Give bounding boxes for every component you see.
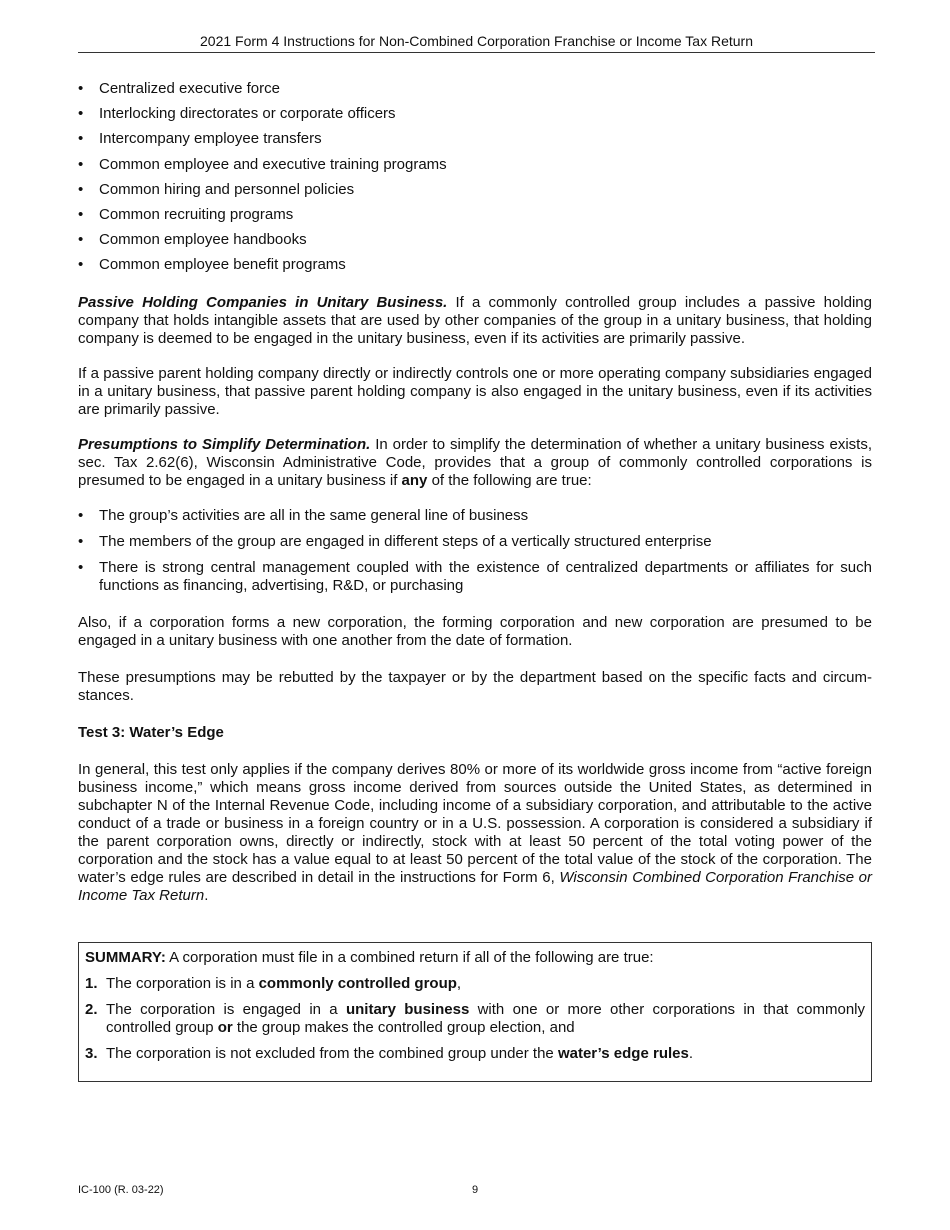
new-corporation-paragraph: Also, if a corporation forms a new corporation, the forming corporation and new corporation are presumed to be engaged in a unitary business with one another from the date of formation. [78, 614, 872, 650]
passive-holding-paragraph: Passive Holding Companies in Unitary Business. If a commonly controlled group includes a passive holding company that holds intangible assets that are used by other companies of the group in a unitary business, that holding company is deemed to be engaged in the unitary business, even if its activities are primarily passive. [78, 294, 872, 348]
page-content [78, 80, 872, 905]
summary-item-3: 3. The corporation is not excluded from the combined group under the water’s edge rules. [85, 1045, 694, 1062]
list-item: • Common employee handbooks [78, 231, 872, 249]
page-number: 9 [471, 1184, 479, 1196]
passive-parent-paragraph: If a passive parent holding company directly or indirectly controls one or more operating company subsidiaries engaged in a unitary business, that passive parent holding company is also engaged in the unitary business, even if its activities are primarily passive. [78, 365, 872, 419]
summary-box [78, 942, 872, 1082]
test3-heading: Test 3: Water’s Edge [78, 724, 224, 742]
list-item: • Common recruiting programs [78, 206, 872, 224]
page-header: 2021 Form 4 Instructions for Non-Combined Corporation Franchise or Income Tax Return [78, 33, 875, 53]
rebuttal-paragraph: These presumptions may be rebutted by the taxpayer or by the department based on the specific facts and circumstances. [78, 669, 872, 705]
presumptions-title: Presumptions to Simplify Determination. [78, 436, 371, 454]
passive-holding-title: Passive Holding Companies in Unitary Business. [78, 294, 448, 312]
list-item: • Common employee and executive training programs [78, 156, 872, 174]
summary-intro: SUMMARY: A corporation must file in a combined return if all of the following are true: [85, 949, 654, 966]
summary-item-1: 1. The corporation is in a commonly controlled group, [85, 975, 462, 992]
test3-paragraph: In general, this test only applies if the company derives 80% or more of its worldwide gross income from “active foreign business income,” which means gross income derived from sources outside the United States, as determined in subchapter N of the Internal Revenue Code, including income of a subsidiary corporation, and attributable to the active conduct of a trade or business in a foreign country or in a U.S. possession. A corporation is considered a subsidiary if the parent corporation owns, directly or indirectly, stock with at least 50 percent of the total voting power of the corporation and the stock has a value equal to at least 50 percent of the total value of the stock of the corporation. The water’s edge rules are described in detail in the instructions for Form 6, Wisconsin Combined Corporation Franchise or Income Tax Return. [78, 761, 872, 905]
list-item: • Common employee benefit programs [78, 256, 872, 274]
presumptions-list [78, 507, 872, 595]
list-item: • The group’s activities are all in the same general line of business [78, 507, 872, 525]
form6-title: Wisconsin Combined Corporation Franchise or Income Tax Return [78, 869, 872, 905]
list-item: • Intercompany employee transfers [78, 130, 872, 148]
summary-item-2: 2. The corporation is engaged in a unitary business with one or more other corporations in that commonly controlled group or the group makes the controlled group election, and [85, 1001, 865, 1036]
list-item: • Common hiring and personnel policies [78, 181, 872, 199]
list-item: • Centralized executive force [78, 80, 872, 98]
list-item: • The members of the group are engaged in different steps of a vertically structured enterprise [78, 533, 872, 551]
list-item: • There is strong central management coupled with the existence of centralized departments or affiliates for such functions as financing, advertising, R&D, or purchasing [78, 559, 872, 595]
presumptions-paragraph: Presumptions to Simplify Determination. In order to simplify the determination of whether a unitary business exists, sec. Tax 2.62(6), Wisconsin Administrative Code, provides that a group of commonly controlled corporations is presumed to be engaged in a unitary business if any of the following are true: [78, 436, 872, 490]
list-item: • Interlocking directorates or corporate officers [78, 105, 872, 123]
unitary-factors-list [78, 80, 872, 274]
form-id: IC-100 (R. 03-22) [78, 1184, 164, 1196]
